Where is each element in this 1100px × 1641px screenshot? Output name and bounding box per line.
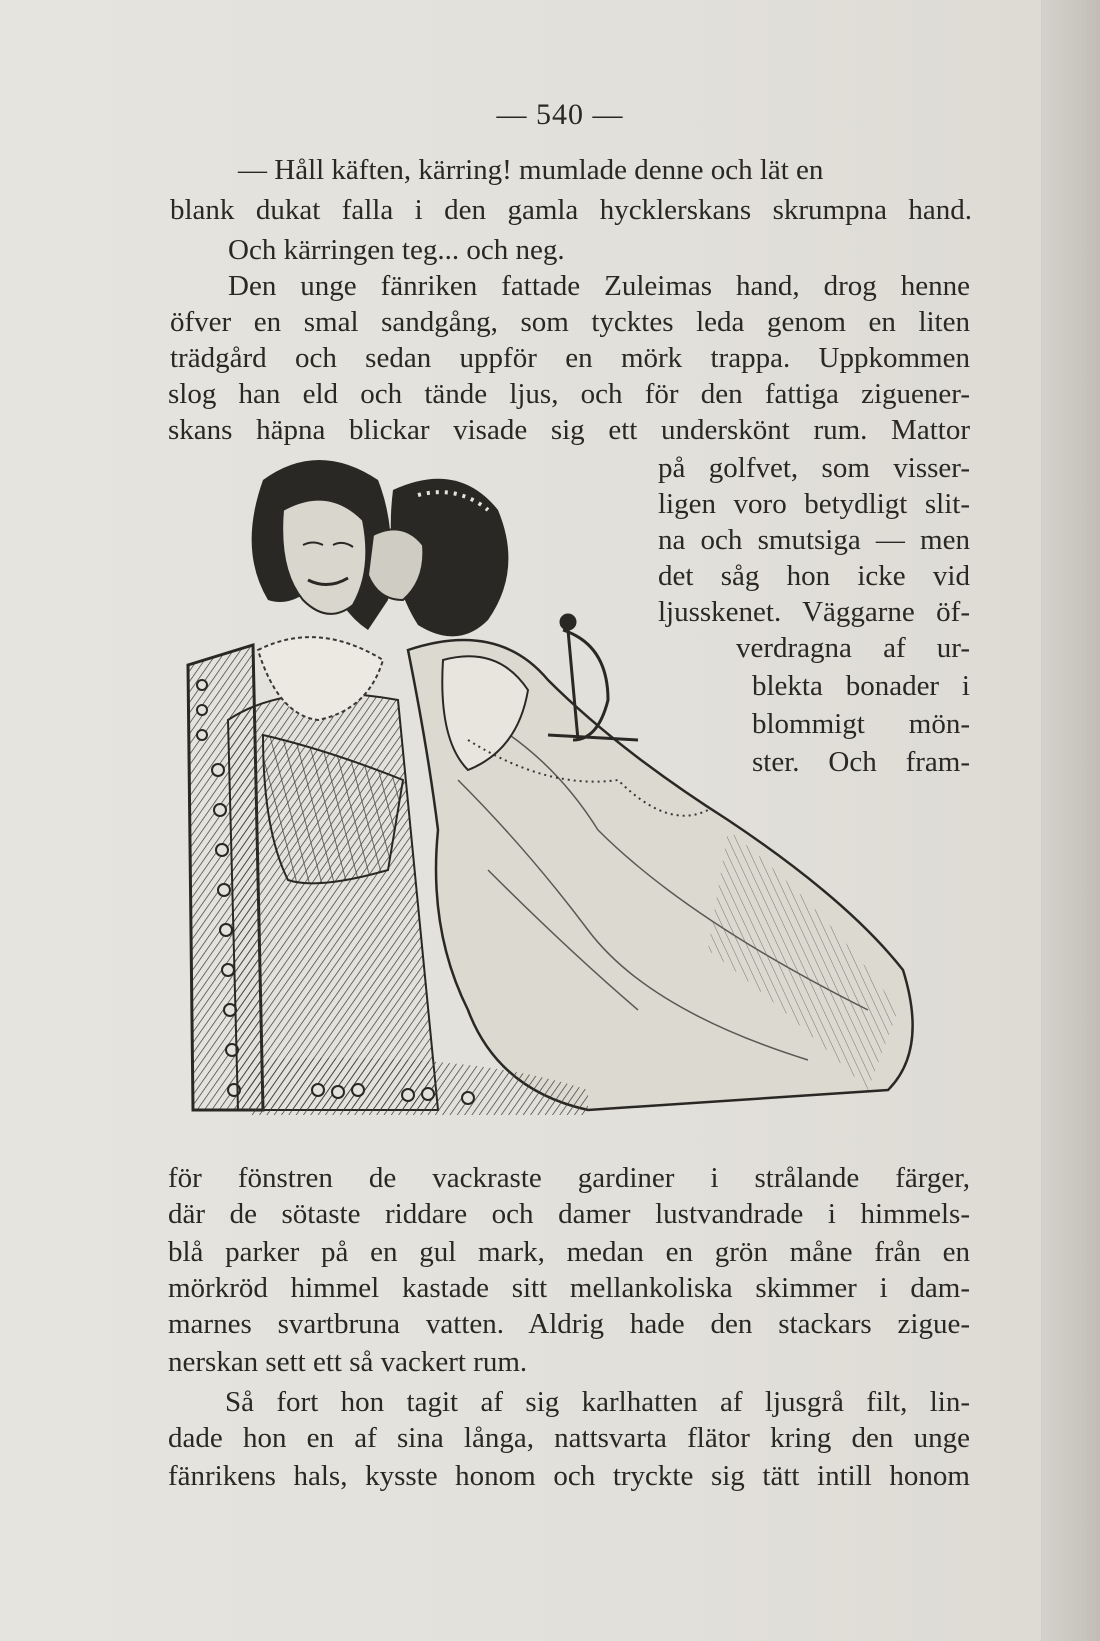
text-line-20: blå parker på en gul mark, medan en grön måne från en: [168, 1236, 970, 1268]
text-line-11: na och smutsiga — men: [658, 524, 970, 556]
text-line-1: — Håll käften, kärring! mumlade denne och lät en: [238, 154, 824, 186]
text-line-18: för fönstren de vackraste gardiner i strålande färger,: [168, 1162, 970, 1194]
page-number: — 540 —: [496, 98, 624, 131]
text-line-21: mörkröd himmel kastade sitt mellankoliska skimmer i dam-: [168, 1272, 970, 1304]
text-line-5: öfver en smal sandgång, som tycktes leda genom en liten: [170, 306, 970, 338]
text-line-8: skans häpna blickar visade sig ett underskönt rum. Mattor: [168, 414, 970, 446]
text-line-6: trädgård och sedan uppför en mörk trappa. Uppkommen: [170, 342, 970, 374]
text-line-7: slog han eld och tände ljus, och för den fattiga ziguener-: [168, 378, 970, 410]
text-line-24: Så fort hon tagit af sig karlhatten af ljusgrå filt, lin-: [225, 1386, 970, 1418]
text-line-26: fänrikens hals, kysste honom och tryckte sig tätt intill honom: [168, 1460, 970, 1492]
text-line-9: på golfvet, som visser-: [658, 452, 970, 484]
text-line-3: Och kärringen teg... och neg.: [228, 234, 565, 266]
text-line-13: ljusskenet. Väggarne öf-: [658, 596, 970, 628]
text-line-2: blank dukat falla i den gamla hycklerskans skrumpna hand.: [170, 194, 972, 226]
text-line-4: Den unge fänriken fattade Zuleimas hand, drog henne: [228, 270, 970, 302]
text-line-15: blekta bonader i: [752, 670, 970, 702]
text-line-10: ligen voro betydligt slit-: [658, 488, 970, 520]
text-line-22: marnes svartbruna vatten. Aldrig hade den stackars zigue-: [168, 1308, 970, 1340]
text-line-17: ster. Och fram-: [752, 746, 970, 778]
page-edge: [1041, 0, 1100, 1641]
text-line-19: där de sötaste riddare och damer lustvandrade i himmels-: [168, 1198, 970, 1230]
text-line-16: blommigt mön-: [752, 708, 970, 740]
text-line-23: nerskan sett ett så vackert rum.: [168, 1346, 528, 1378]
text-line-25: dade hon en af sina långa, nattsvarta flätor kring den unge: [168, 1422, 970, 1454]
illustration: [168, 450, 938, 1115]
text-line-12: det såg hon icke vid: [658, 560, 970, 592]
text-line-14: verdragna af ur-: [736, 632, 970, 664]
